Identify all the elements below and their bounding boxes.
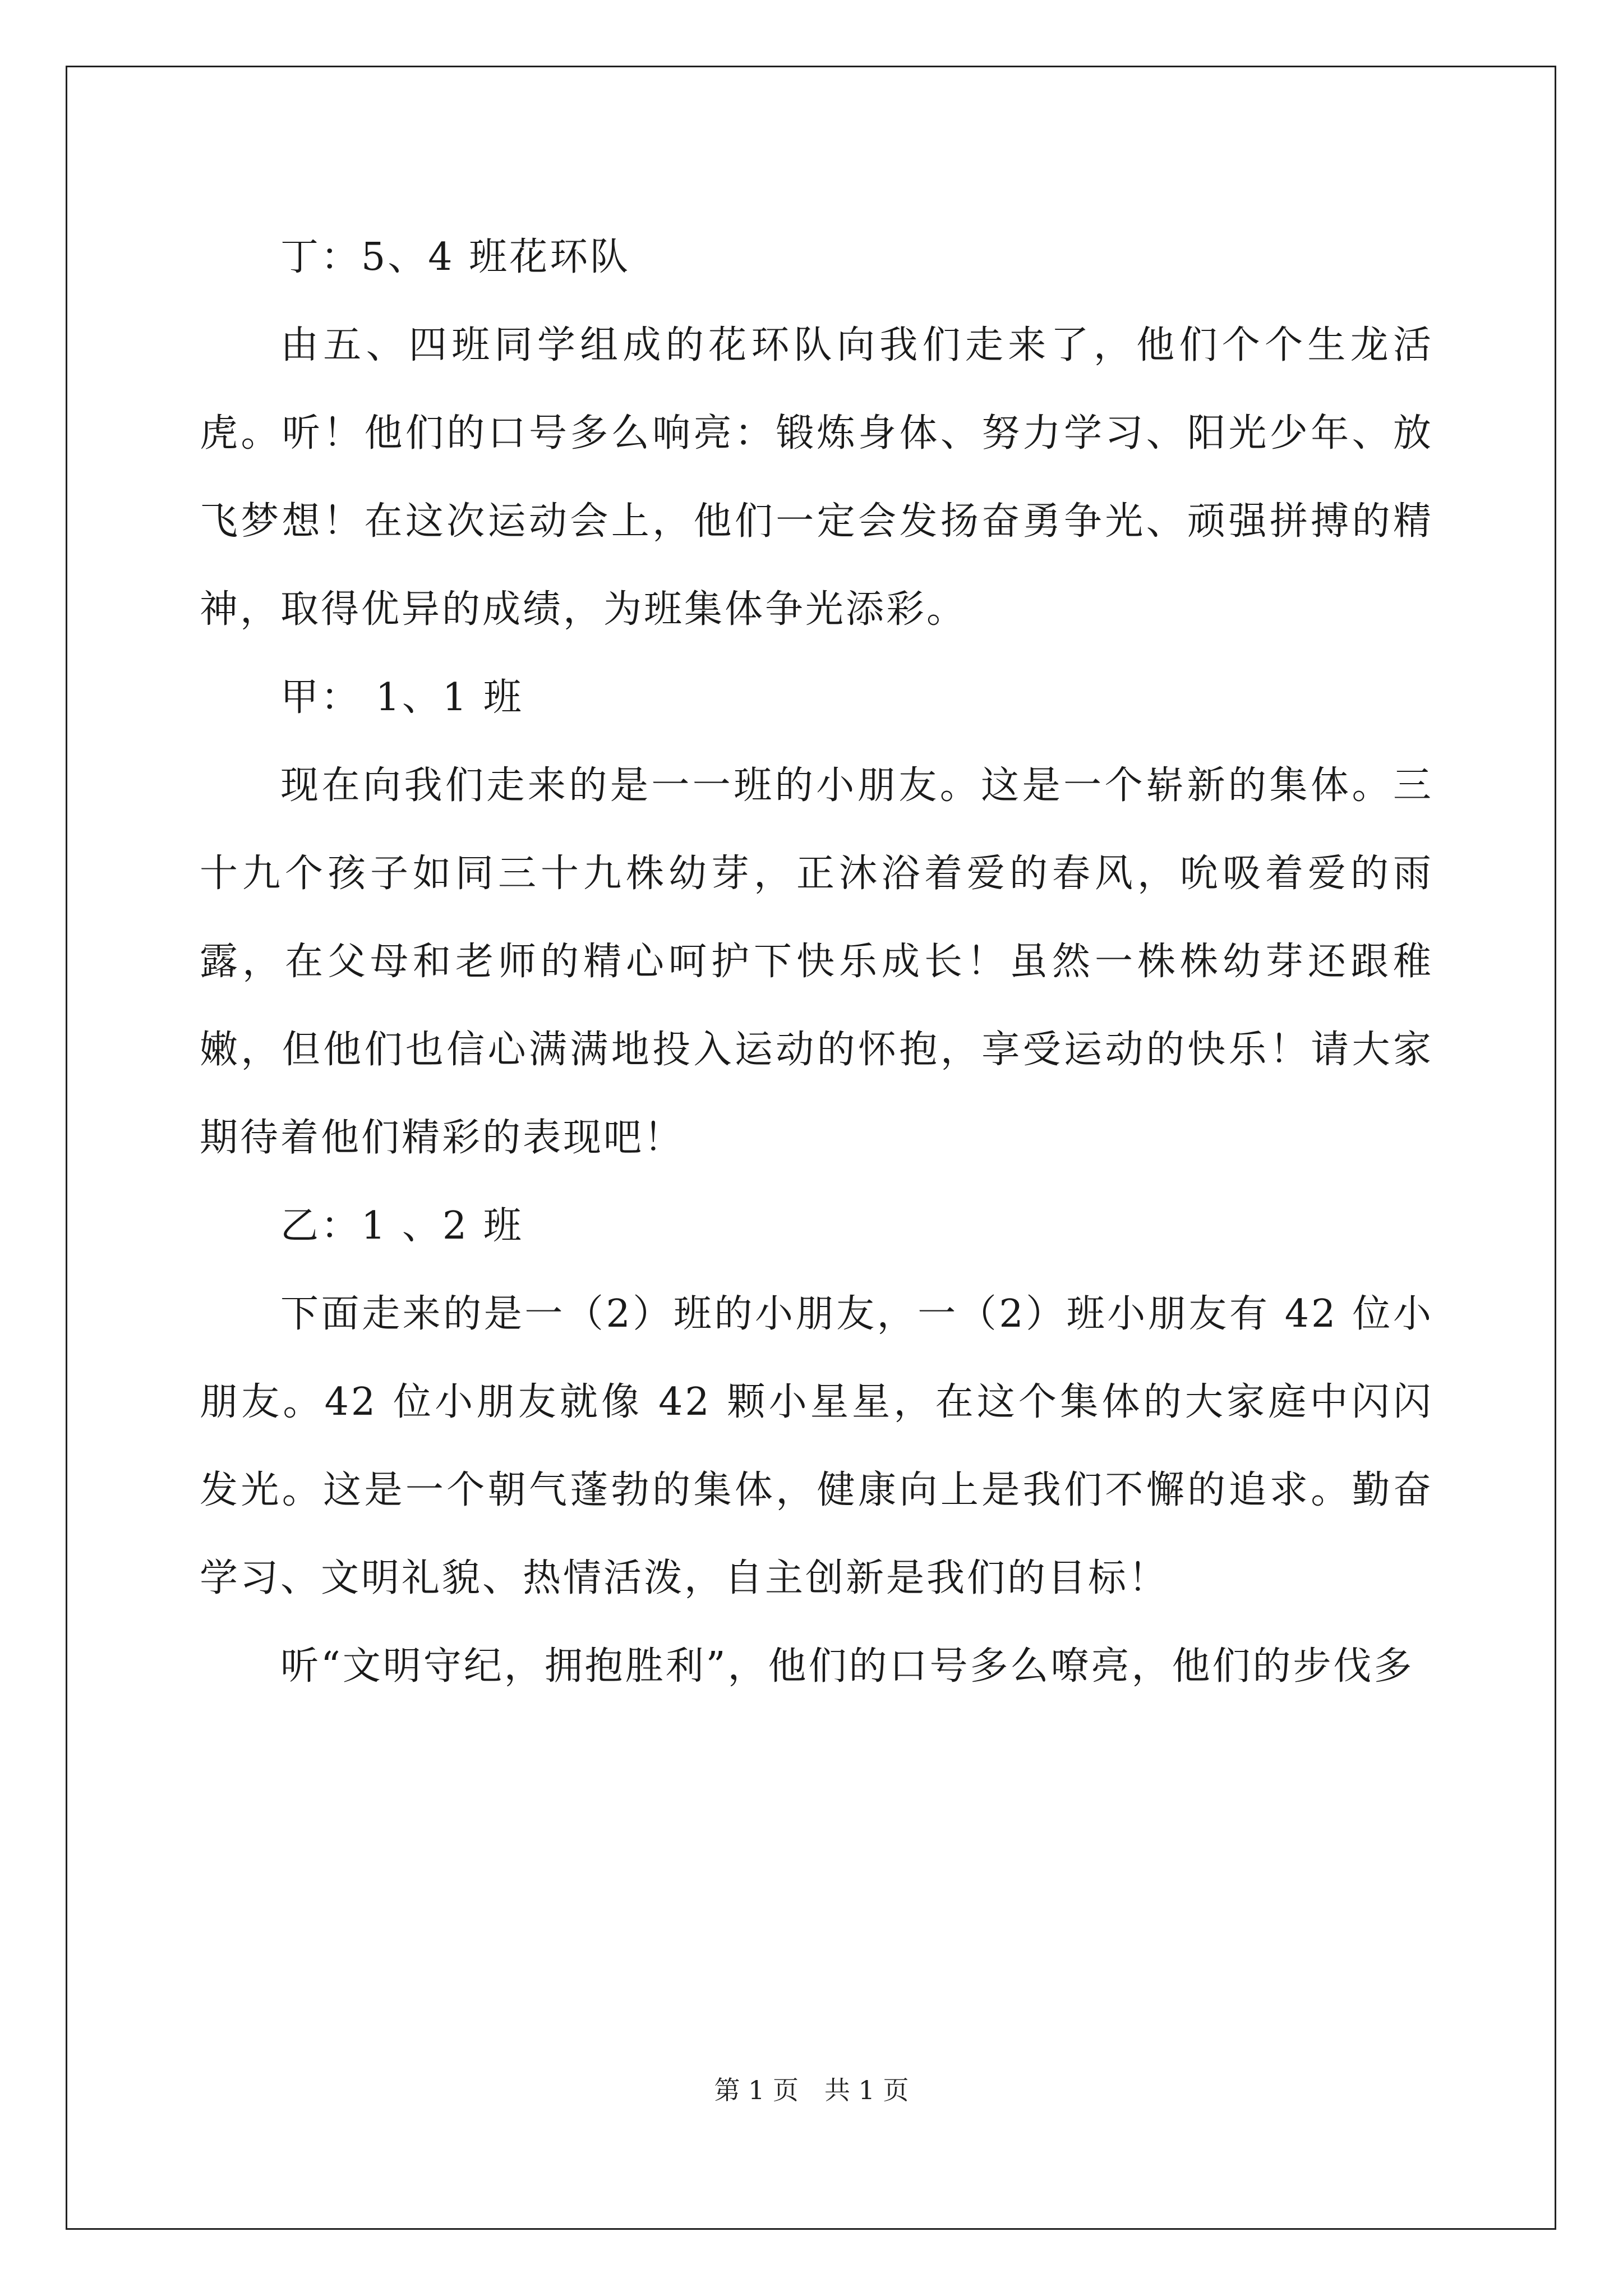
section-heading-ding: 丁：5、4 班花环队 — [280, 235, 631, 279]
paragraph-slogan: 听“文明守纪，拥抱胜利”，他们的口号多么嘹亮，他们的步伐多 — [280, 1644, 1414, 1688]
page-number-footer: 第 1 页 共 1 页 — [714, 2075, 909, 2105]
paragraph-class-1-2: 下面走来的是一（2）班的小朋友，一（2）班小朋友有 42 位小朋友。42 位小朋友就像 42 颗小星星，在这个集体的大家庭中闪闪发光。这是一个朝气蓬勃的集体，健康向上是我们不懈的追求。勤奋学习、文明礼貌、热情活泼，自主创新是我们的目标！ — [200, 1292, 1433, 1600]
paragraph-wreath-team: 由五、四班同学组成的花环队向我们走来了，他们个个生龙活虎。听！他们的口号多么响亮：锻炼身体、努力学习、阳光少年、放飞梦想！在这次运动会上，他们一定会发扬奋勇争光、顽强拼搏的精神，取得优异的成绩，为班集体争光添彩。 — [200, 323, 1433, 632]
paragraph-class-1-1: 现在向我们走来的是一一班的小朋友。这是一个崭新的集体。三十九个孩子如同三十九株幼芽，正沐浴着爱的春风，吮吸着爱的雨露，在父母和老师的精心呵护下快乐成长！虽然一株株幼芽还跟稚嫩，但他们也信心满满地投入运动的怀抱，享受运动的快乐！请大家期待着他们精彩的表现吧！ — [200, 763, 1433, 1160]
document-body — [200, 213, 1433, 1710]
section-heading-jia: 甲： 1、1 班 — [280, 675, 524, 720]
section-heading-yi: 乙：1 、2 班 — [280, 1204, 524, 1248]
